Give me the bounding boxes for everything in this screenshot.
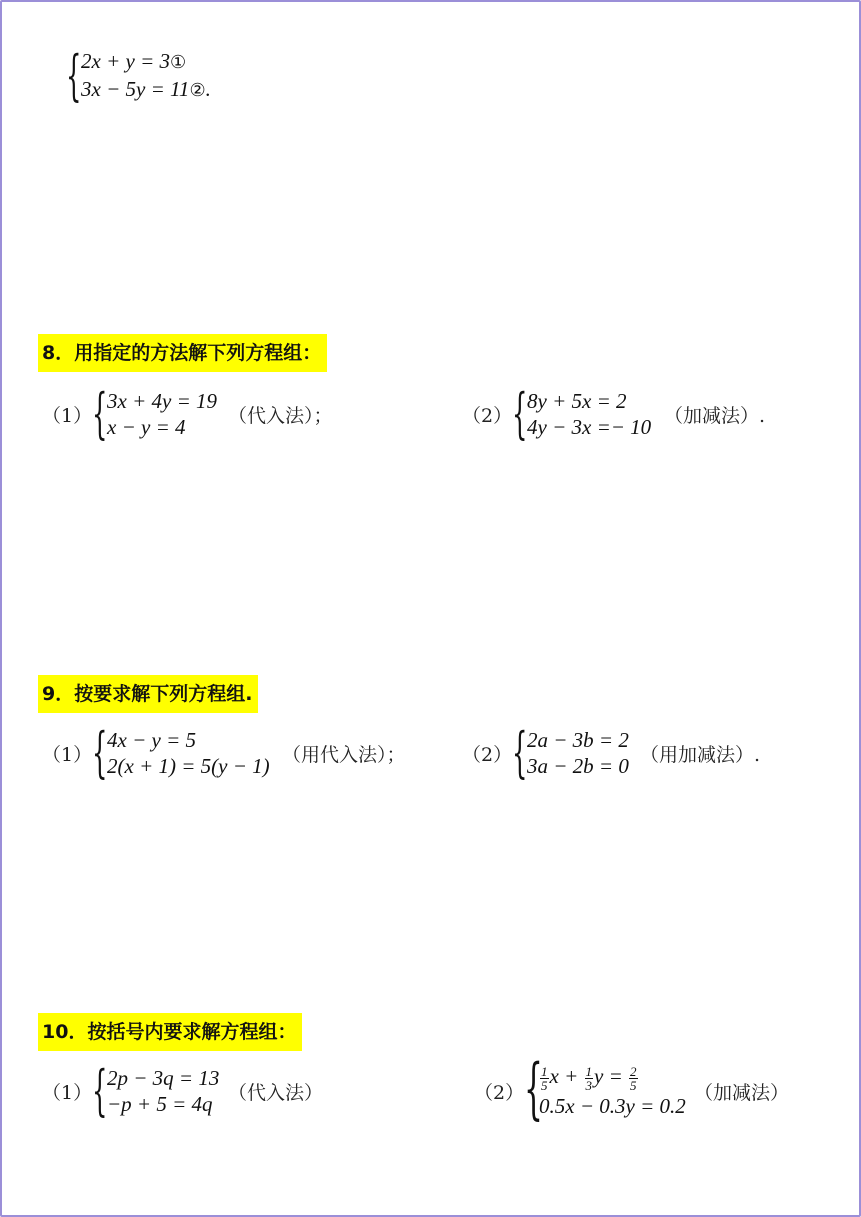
q10-heading: 10．按括号内要求解方程组： <box>38 1013 302 1051</box>
q10-part1-system <box>92 1059 220 1122</box>
q8-part2-method: （加减法）. <box>664 405 766 427</box>
q7-system <box>66 44 211 107</box>
q10-part1-method: （代入法） <box>228 1082 324 1104</box>
q8-part2-eq2: 4y − 3x =− 10 <box>527 415 652 439</box>
q8-part2-eq1: 8y + 5x = 2 <box>527 389 627 413</box>
brace: { <box>92 1059 108 1122</box>
fraction: $\frac{1}{3}$ <box>585 1063 592 1093</box>
brace: { <box>92 721 108 784</box>
q8-part2-label: （2） <box>462 405 513 427</box>
q8-part1-method: （代入法）； <box>228 405 333 427</box>
q9-part2-method: （用加减法）. <box>640 744 761 766</box>
q9-part1-label: （1） <box>42 744 93 766</box>
q8-heading: 8．用指定的方法解下列方程组： <box>38 334 327 372</box>
q9-part1-eq1: 4x − y = 5 <box>107 728 196 752</box>
q10-part2-eq1: $\frac{1}{5}$ x + $\frac{1}{3}$ y = $\frac{2}{5}$ <box>541 1063 637 1093</box>
q8-part1-eq2: x − y = 4 <box>107 415 186 439</box>
q9-part1-system <box>92 721 270 784</box>
q7-equation-2: 3x − 5y = 11②. <box>81 77 211 101</box>
fraction: $\frac{2}{5}$ <box>630 1063 637 1093</box>
q10-part1-eq2: −p + 5 = 4q <box>107 1092 213 1116</box>
q8-part2-system <box>512 382 652 445</box>
fraction: $\frac{1}{5}$ <box>541 1063 548 1093</box>
q9-part2-label: （2） <box>462 744 513 766</box>
q8-part1-label: （1） <box>42 405 93 427</box>
q8-part1-eq1: 3x + 4y = 19 <box>107 389 217 413</box>
brace: { <box>66 44 82 107</box>
brace: { <box>524 1050 543 1127</box>
q10-part2-system <box>524 1050 686 1127</box>
brace: { <box>92 382 108 445</box>
q8-part1-system <box>92 382 217 445</box>
q10-part2-eq2: 0.5x − 0.3y = 0.2 <box>539 1094 686 1118</box>
brace: { <box>512 721 528 784</box>
q9-part1-eq2: 2(x + 1) = 5(y − 1) <box>107 754 270 778</box>
q9-heading: 9．按要求解下列方程组. <box>38 675 258 713</box>
q9-part2-system <box>512 721 629 784</box>
q9-part2-eq2: 3a − 2b = 0 <box>527 754 629 778</box>
q7-equation-1: 2x + y = 3① <box>81 49 187 73</box>
q9-part2-eq1: 2a − 3b = 2 <box>527 728 629 752</box>
q10-part2-label: （2） <box>474 1082 525 1104</box>
q10-part1-label: （1） <box>42 1082 93 1104</box>
brace: { <box>512 382 528 445</box>
q10-part2-method: （加减法） <box>694 1082 790 1104</box>
q10-part1-eq1: 2p − 3q = 13 <box>107 1066 220 1090</box>
q9-part1-method: （用代入法）； <box>282 744 406 766</box>
